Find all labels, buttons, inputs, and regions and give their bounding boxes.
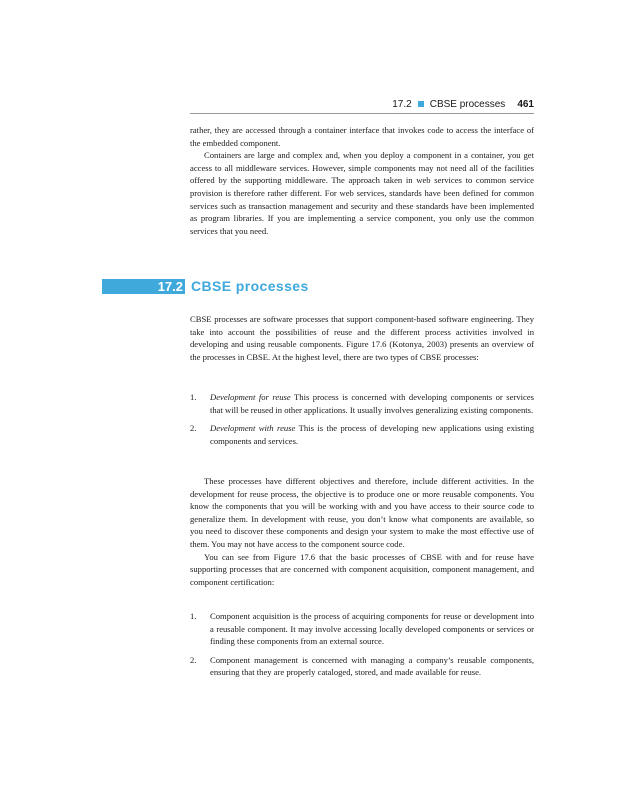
header-section-name: CBSE processes xyxy=(429,98,506,110)
intro-paragraph-2: Containers are large and complex and, when you deploy a component in a container, you get access to all middleware services. However, simple components may not need all of the facilities offered by the supporting middleware. The approach taken in web services to common service provision is therefore rather different. For web services, standards have been defined for common services such as transaction management and security and these standards have been implemented as program libraries. If you are implementing a service component, you only use the common services that you need. xyxy=(190,150,534,236)
list-item-number: 1. xyxy=(190,392,197,402)
list-item-number: 2. xyxy=(190,654,197,665)
list-item-body: This is the process of developing new applications using existing components and services. xyxy=(210,423,534,446)
section-intro-block xyxy=(190,313,534,363)
list-item-number: 2. xyxy=(190,423,197,434)
section-number: 17.2 xyxy=(157,279,183,294)
header-section-ref: 17.2 xyxy=(392,98,412,110)
section-body-block xyxy=(190,475,534,588)
list-item xyxy=(190,654,534,679)
list-item-number: 1. xyxy=(190,611,197,621)
section-title: CBSE processes xyxy=(191,278,309,294)
list-item-term: Development for reuse xyxy=(210,392,291,402)
list-item xyxy=(190,422,534,447)
intro-paragraph-1: rather, they are accessed through a container interface that invokes code to access the interface of the embedded component. xyxy=(190,125,534,148)
list-item-body: This process is concerned with developing components or services that will be reused in other applications. It usually involves generalizing existing components. xyxy=(210,392,534,415)
section-paragraph-2: These processes have different objectives and therefore, include different activities. In the development for reuse process, the objective is to produce one or more reusable components. You know the components that you will be working with and you have access to their source code to generalize them. In development with reuse, you don’t know what components are available, so you need to discover these components and design your system to make the most effective use of them. You may not have access to the component source code. xyxy=(190,476,534,549)
list-item xyxy=(190,610,534,648)
list-item xyxy=(190,391,534,416)
section-paragraph-1: CBSE processes are software processes that support component-based software engineering. They take into account the possibilities of reuse and the different process activities involved in developing and using reusable components. Figure 17.6 (Kotonya, 2003) presents an overview of the processes in CBSE. At the highest level, there are two types of CBSE processes: xyxy=(190,314,534,362)
page-number: 461 xyxy=(517,98,534,110)
list-item-text xyxy=(210,422,534,447)
list-item-text xyxy=(210,391,534,416)
list-item-text: Component management is concerned with managing a company’s reusable components, ensuring that they are properly cataloged, stored, and made available for reuse. xyxy=(210,654,534,678)
list-item-term: Development with reuse xyxy=(210,423,296,434)
intro-block xyxy=(190,124,534,237)
support-process-list xyxy=(190,610,534,679)
header-divider xyxy=(190,113,534,114)
section-paragraph-3: You can see from Figure 17.6 that the basic processes of CBSE with and for reuse have supporting processes that are concerned with component acquisition, component management, and component certification: xyxy=(190,551,534,587)
reuse-types-list xyxy=(190,391,534,447)
section-number-bar xyxy=(102,279,185,294)
running-head xyxy=(190,97,534,111)
list-item-text: Component acquisition is the process of acquiring components for reuse or development into a reusable component. It may involve accessing locally developed components or services or finding these components from an external source. xyxy=(210,611,534,647)
header-square-icon xyxy=(418,101,424,107)
